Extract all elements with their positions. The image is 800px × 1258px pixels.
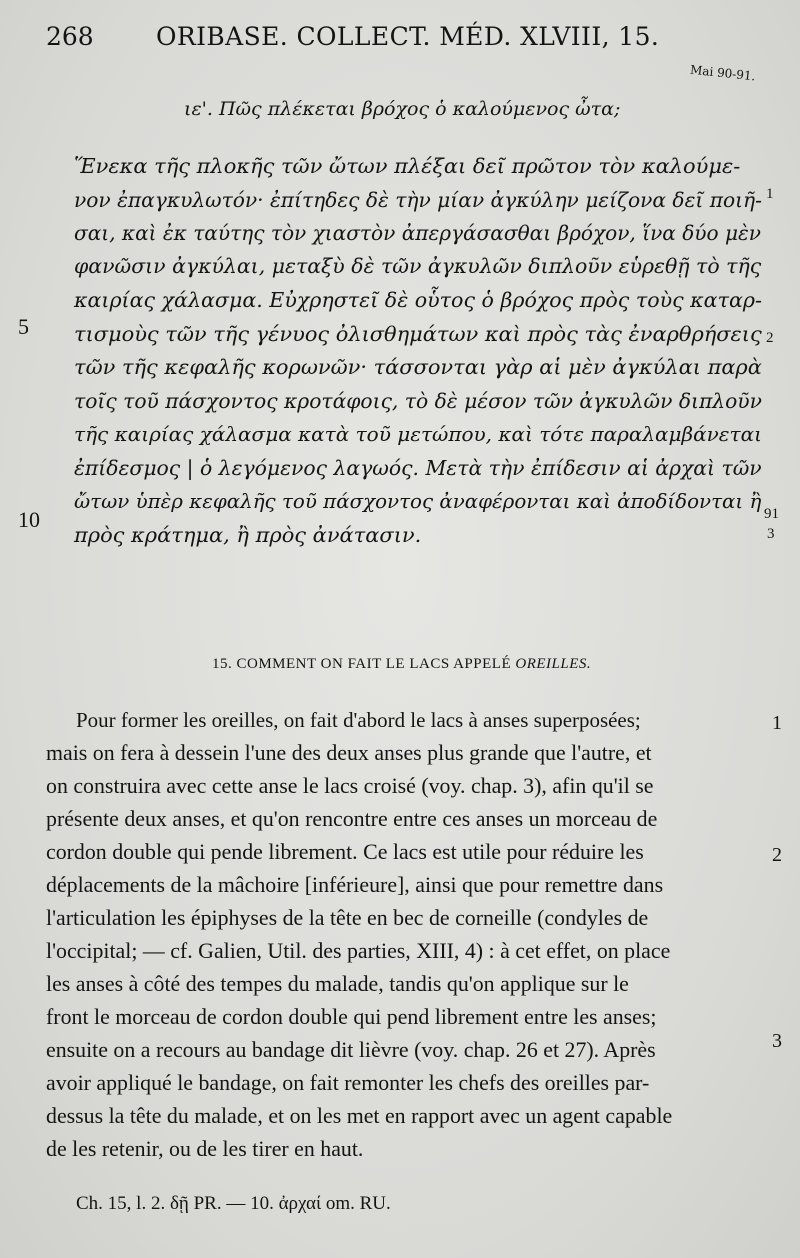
french-line: dessus la tête du malade, et on les met en rapport avec un agent capable: [46, 1104, 673, 1128]
margin-note: 1: [772, 712, 782, 734]
french-line: déplacements de la mâchoire [inférieure], ainsi que pour remettre dans: [46, 873, 664, 897]
page-number: 268: [46, 22, 94, 51]
greek-line: πρὸς κράτημα, ἢ πρὸς ἀνάτασιν.: [74, 523, 422, 547]
margin-note: 3: [772, 1030, 782, 1052]
french-line: cordon double qui pende librement. Ce lacs est utile pour réduire les: [46, 840, 644, 864]
french-chapter-title: [212, 656, 591, 673]
french-line: mais on fera à dessein l'une des deux anses plus grande que l'autre, et: [46, 741, 652, 765]
line-number: 5: [18, 314, 29, 339]
french-line: ensuite on a recours au bandage dit lièvre (voy. chap. 26 et 27). Après: [46, 1038, 656, 1062]
greek-line: τῶν τῆς κεφαλῆς κορωνῶν· τάσσονται γὰρ αἱ μὲν ἀγκύλαι παρὰ: [74, 355, 762, 379]
french-line: les anses à côté des tempes du malade, tandis qu'on applique sur le: [46, 972, 629, 996]
greek-line: σαι, καὶ ἐκ ταύτης τὸν χιαστὸν ἀπεργάσασθαι βρόχον, ἵνα δύο μὲν: [74, 221, 762, 245]
greek-line: Ἕνεκα τῆς πλοκῆς τῶν ὤτων πλέξαι δεῖ πρῶτον τὸν καλούμε-: [74, 154, 741, 178]
french-line: front le morceau de cordon double qui pend librement entre les anses;: [46, 1005, 657, 1029]
greek-line: ἐπίδεσμος | ὁ λεγόμενος λαγωός. Μετὰ τὴν ἐπίδεσιν αἱ ἀρχαὶ τῶν: [74, 456, 762, 480]
footnote: Ch. 15, l. 2. δῇ PR. — 10. ἀρχαί om. RU.: [76, 1193, 391, 1214]
french-line: on construira avec cette anse le lacs croisé (voy. chap. 3), afin qu'il se: [46, 774, 654, 798]
greek-line: φανῶσιν ἀγκύλαι, μεταξὺ δὲ τῶν ἀγκυλῶν διπλοῦν εὑρεθῇ τὸ τῆς: [74, 254, 762, 278]
french-chapter-heading: COMMENT ON FAIT LE LACS APPELÉ: [236, 656, 512, 672]
french-line: présente deux anses, et qu'on rencontre entre ces anses un morceau de: [46, 807, 658, 831]
margin-note: 3: [767, 526, 775, 542]
french-line: Pour former les oreilles, on fait d'abord le lacs à anses superposées;: [76, 708, 641, 732]
running-head: ORIBASE. COLLECT. MÉD. XLVIII, 15.: [156, 22, 660, 51]
greek-line: τοῖς τοῦ πάσχοντος κροτάφοις, τὸ δὲ μέσον τῶν ἀγκυλῶν διπλοῦν: [74, 389, 762, 413]
french-line: l'articulation les épiphyses de la tête en bec de corneille (condyles de: [46, 906, 649, 930]
line-number: 10: [18, 507, 40, 532]
french-chapter-heading-italic: OREILLES.: [515, 656, 592, 672]
french-chapter-number: 15.: [212, 656, 233, 672]
margin-note: 2: [766, 330, 774, 346]
manuscript-date-note: Mai 90-91.: [689, 62, 757, 84]
margin-note: 91: [764, 506, 779, 522]
margin-note: 1: [766, 186, 774, 202]
greek-chapter-title: ιε'. Πῶς πλέκεται βρόχος ὁ καλούμενος ὦτα;: [184, 98, 621, 120]
french-line: l'occipital; — cf. Galien, Util. des parties, XIII, 4) : à cet effet, on place: [46, 939, 671, 963]
french-line: avoir appliqué le bandage, on fait remonter les chefs des oreilles par-: [46, 1071, 650, 1095]
margin-note: 2: [772, 844, 782, 866]
greek-line: τῆς καιρίας χάλασμα κατὰ τοῦ μετώπου, καὶ τότε παραλαμβάνεται: [74, 422, 762, 446]
greek-line: τισμοὺς τῶν τῆς γένυος ὀλισθημάτων καὶ πρὸς τὰς ἐναρθρήσεις: [74, 322, 762, 346]
greek-line: ὤτων ὑπὲρ κεφαλῆς τοῦ πάσχοντος ἀναφέρονται καὶ ἀποδίδονται ἢ: [74, 490, 762, 513]
greek-line: καιρίας χάλασμα. Εὐχρηστεῖ δὲ οὗτος ὁ βρόχος πρὸς τοὺς καταρ-: [74, 288, 762, 312]
french-line: de les retenir, ou de les tirer en haut.: [46, 1137, 364, 1161]
greek-line: νον ἐπαγκυλωτόν· ἐπίτηδες δὲ τὴν μίαν ἀγκύλην μείζονα δεῖ ποιῆ-: [74, 188, 762, 212]
